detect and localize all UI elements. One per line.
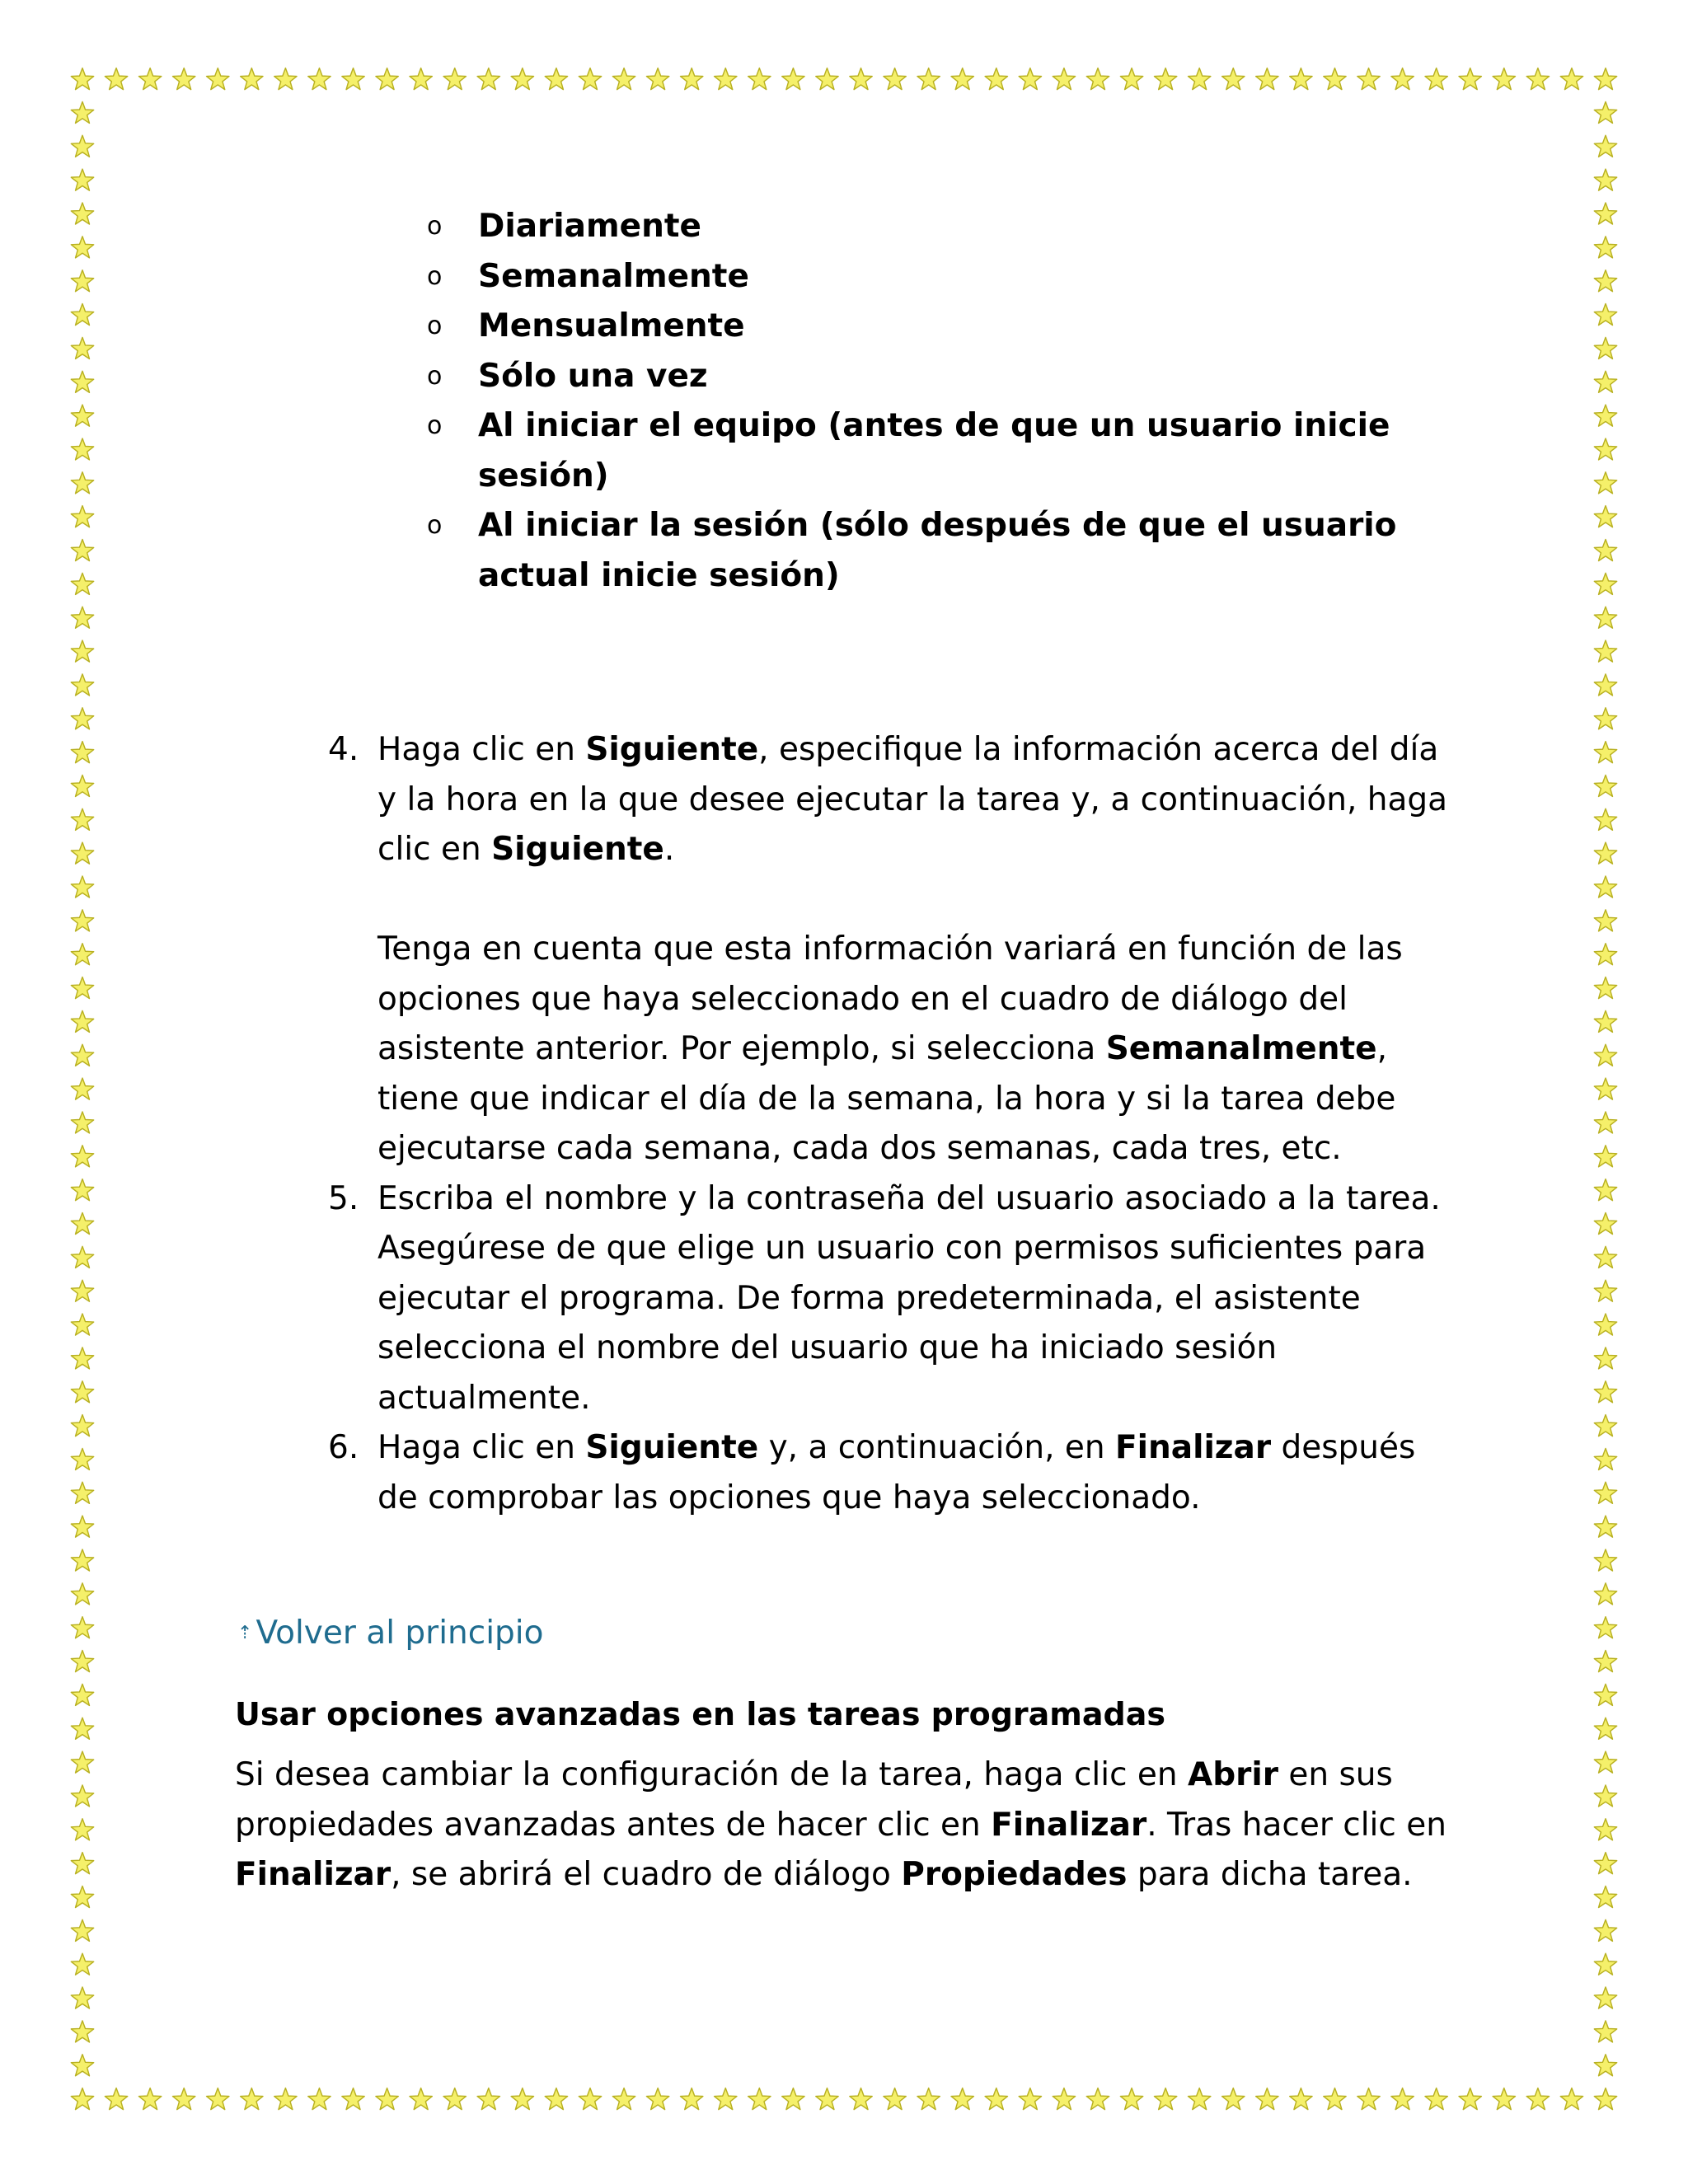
up-arrow-icon: ⇡ xyxy=(237,1623,253,1643)
list-item: o Diariamente xyxy=(478,202,1442,252)
emphasis-text: Siguiente xyxy=(491,831,664,868)
spacer xyxy=(377,875,1449,926)
list-item: o Al iniciar la sesión (sólo después de que el usuario actual inicie sesión) xyxy=(478,501,1442,601)
bullet-circle-icon: o xyxy=(427,361,443,391)
section-title: Usar opciones avanzadas en las tareas programadas xyxy=(235,1696,1165,1732)
steps-list xyxy=(328,725,1449,1523)
list-item: o Mensualmente xyxy=(478,302,1442,352)
step-number: 6. xyxy=(328,1429,359,1466)
frequency-options-list xyxy=(427,202,1442,601)
step-4-note: Tenga en cuenta que esta información variará en función de las opciones que haya seleccionado en el cuadro de diálogo del asistente anterior. Por ejemplo, si selecciona Semanalmente, tiene que indicar el día de la semana, la hora y si la tarea debe ejecutarse cada semana, cada dos semanas, cada tres, etc. xyxy=(377,930,1403,1167)
bullet-circle-icon: o xyxy=(427,411,443,440)
list-item: o Semanalmente xyxy=(478,252,1442,302)
emphasis-text: Semanalmente xyxy=(1105,1030,1377,1067)
back-to-top-label[interactable]: Volver al principio xyxy=(256,1615,544,1652)
step-number: 5. xyxy=(328,1179,359,1217)
bullet-circle-icon: o xyxy=(427,511,443,540)
emphasis-text: Finalizar xyxy=(1114,1429,1272,1466)
step-6: 6. Haga clic en Siguiente y, a continuación, en Finalizar después de comprobar las opciones que haya seleccionado. xyxy=(377,1423,1449,1523)
bullet-circle-icon: o xyxy=(427,312,443,340)
step-5: 5. Escriba el nombre y la contraseña del usuario asociado a la tarea. Asegúrese de que elige un usuario con permisos suficientes para ejecutar el programa. De forma predeterminada, el asistente selecciona el nombre del usuario que ha iniciado sesión actualmente. xyxy=(377,1174,1449,1424)
list-item: o Sólo una vez xyxy=(478,352,1442,402)
emphasis-text: Siguiente xyxy=(585,1429,759,1466)
emphasis-text: Finalizar xyxy=(991,1806,1147,1844)
back-to-top-link[interactable] xyxy=(237,1609,544,1658)
emphasis-text: Siguiente xyxy=(585,731,759,768)
step-4: 4. Haga clic en Siguiente, especifique la información acerca del día y la hora en la que desee ejecutar la tarea y, a continuación, haga clic en Siguiente. Tenga en cuenta que esta información variará en función de las opciones que haya seleccionado en el cuadro de diálogo del asistente anterior. Por ejemplo, si selecciona Semanalmente, tiene que indicar el día de la semana, la hora y si la tarea debe ejecutarse cada semana, cada dos semanas, cada tres, etc. xyxy=(377,725,1449,1174)
bullet-circle-icon: o xyxy=(427,212,443,241)
emphasis-text: Abrir xyxy=(1188,1756,1278,1793)
emphasis-text: Finalizar xyxy=(235,1856,392,1893)
section-paragraph: Si desea cambiar la configuración de la tarea, haga clic en Abrir en sus propiedades avanzadas antes de hacer clic en Finalizar. Tras hacer clic en Finalizar, se abrirá el cuadro de diálogo Propiedades para dicha tarea. xyxy=(235,1756,1447,1893)
list-item: o Al iniciar el equipo (antes de que un usuario inicie sesión) xyxy=(478,401,1442,501)
bullet-circle-icon: o xyxy=(427,261,443,291)
emphasis-text: Propiedades xyxy=(901,1856,1128,1893)
step-number: 4. xyxy=(328,731,359,768)
